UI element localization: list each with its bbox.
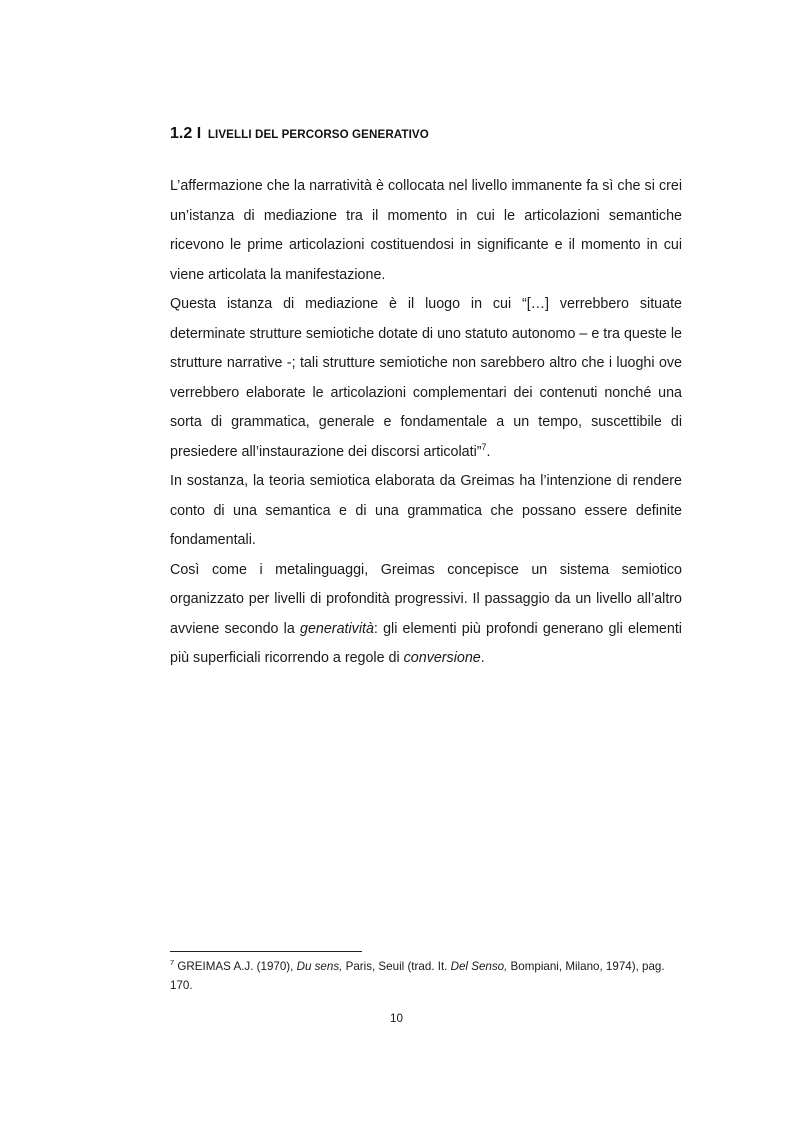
paragraph-4: [170, 556, 682, 674]
footnote-text-b: Paris, Seuil (trad. It.: [342, 960, 451, 973]
paragraph-1: L’affermazione che la narratività è collocata nel livello immanente fa sì che si crei un’istanza di mediazione tra il momento in cui le articolazioni semantiche ricevono le prime articolazioni costituendosi in significante e il momento in cui viene articolata la manifestazione.: [170, 178, 682, 283]
footnote-text-c: Bompiani, Milano, 1974), pag. 170.: [170, 960, 665, 992]
paragraph-4-text-b: : gli elementi più profondi generano gli elementi più superficiali ricorrendo a regole di: [170, 620, 682, 666]
paragraph-4-text-a: Così come i metalinguaggi, Greimas concepisce un sistema semiotico organizzato per livelli di profondità progressivi. Il passaggio da un livello all’altro avviene secondo la: [170, 561, 682, 637]
footnote-marker: 7: [170, 958, 175, 967]
page-number: 10: [390, 1012, 403, 1025]
section-number: 1.2 I: [170, 125, 202, 142]
section-heading: [170, 117, 429, 145]
paragraph-4-text-c: .: [480, 650, 485, 666]
footnote-title-du-sens: Du sens,: [296, 960, 343, 973]
term-conversione: conversione: [403, 650, 481, 666]
footnote: [170, 957, 682, 995]
footnote-title-del-senso: Del Senso,: [450, 960, 508, 973]
paragraph-2-text: Questa istanza di mediazione è il luogo in cui “[…] verrebbero situate determinate strutture semiotiche dotate di uno statuto autonomo – e tra queste le strutture narrative -; tali strutture semiotiche non sarebbero altro che i luoghi ove verrebbero elaborate le articolazioni complementari dei contenuti nonché una sorta di grammatica, generale e fondamentale a un tempo, suscettibile di presiedere all’instaurazione dei discorsi articolati”: [170, 296, 682, 460]
body-text: [170, 172, 682, 674]
footnote-separator: [170, 951, 362, 952]
paragraph-2-end: .: [486, 443, 491, 460]
footnote-text-a: GREIMAS A.J. (1970),: [174, 960, 297, 973]
term-generativita: generatività: [300, 620, 374, 637]
paragraph-2: [170, 290, 682, 467]
footnote-reference[interactable]: 7: [481, 441, 487, 452]
section-title: LIVELLI DEL PERCORSO GENERATIVO: [207, 128, 429, 141]
paragraph-3: In sostanza, la teoria semiotica elaborata da Greimas ha l’intenzione di rendere conto di una semantica e di una grammatica che possano essere definite fondamentali.: [170, 473, 682, 548]
